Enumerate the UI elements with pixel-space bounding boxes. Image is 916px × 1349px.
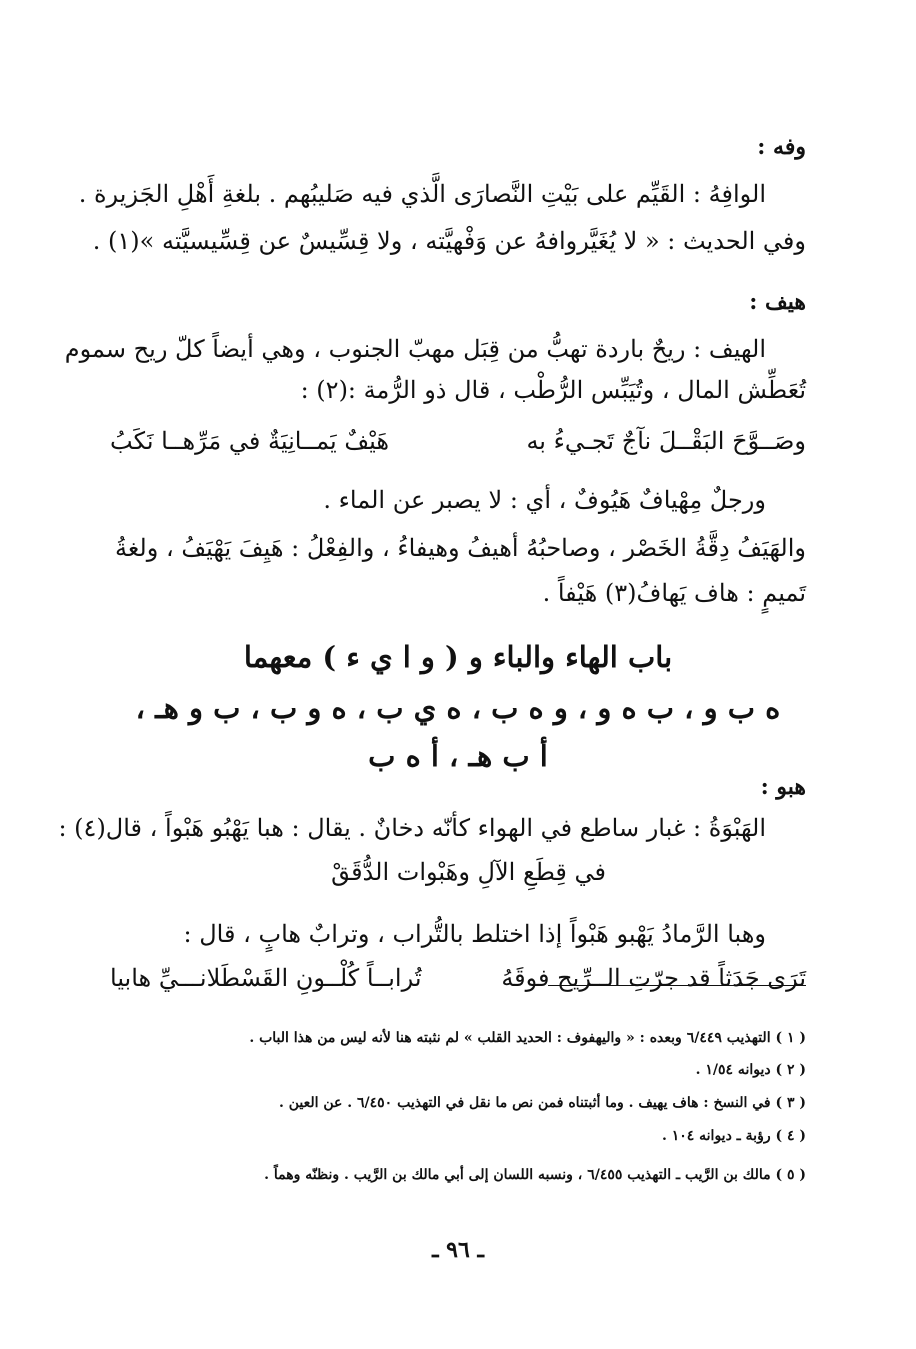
chapter-roots-line: أ ب هـ ، أ ه ب	[368, 739, 548, 773]
text-line: ورجلٌ مِهْيافٌ هَيُوفٌ ، أي : لا يصبر عن الماء .	[323, 486, 766, 514]
entry-heading-wfh: وفه :	[757, 134, 806, 160]
text-line: تَميمٍ : هاف يَهافُ(٣) هَيْفاً .	[542, 579, 806, 607]
text-line: تُعَطِّش المال ، وتُيَبِّس الرُّطْب ، قال ذو الرُّمة :(٢) :	[300, 376, 806, 404]
text-line: وهبا الرَّمادُ يَهْبو هَبْواً إذا اختلط بالتُّراب ، وترابٌ هابٍ ، قال :	[183, 920, 766, 948]
text-line: وفي الحديث : « لا يُغَيَّروافهُ عن وَفْهيَّته ، ولا قِسِّيسٌ عن قِسِّيسيَّته »(١) .	[92, 227, 806, 255]
entry-heading-hyf: هيف :	[749, 289, 806, 315]
page-number: ـ ٩٦ ـ	[432, 1237, 484, 1263]
verse-hemistich-second: هَيْفٌ يَمــانِيَةٌ في مَرِّهــا نَكَبُ	[110, 427, 390, 455]
verse-hemistich-first: وصَــوَّحَ البَقْــلَ نآجٌ تَجـيءُ به	[526, 427, 806, 455]
footnote-separator	[548, 985, 806, 986]
footnote: ( ٢ ) ديوانه ١/٥٤ .	[695, 1062, 806, 1078]
poem-verse	[110, 425, 806, 457]
chapter-title: باب الهاء والباء و ( و ا ي ء ) معهما	[243, 640, 673, 674]
text-line: الهَبْوَةُ : غبار ساطع في الهواء كأنّه دخانٌ . يقال : هبا يَهْبُو هَبْواً ، قال(٤) :	[58, 814, 766, 842]
footnote: ( ٥ ) مالك بن الرَّيب ـ التهذيب ٦/٤٥٥ ، ونسبه اللسان إلى أبي مالك بن الرَّيب . ونظنّه وهماً .	[264, 1167, 806, 1183]
text-line: الوافِهُ : القَيِّم على بَيْتِ النَّصارَى الَّذي فيه صَليبُهم . بلغةِ أَهْلِ الجَزيرة .	[78, 180, 766, 208]
verse-hemistich-first: تَرَى جَدَثاً قد جرّتِ الــرِّيح فوقَهُ	[501, 964, 806, 992]
text-line: والهَيَفُ دِقَّةُ الخَصْر ، وصاحبُهُ أهيفُ وهيفاءُ ، والفِعْلُ : هَيِفَ يَهْيَفُ ، ولغةُ	[114, 534, 806, 562]
footnote: ( ٣ ) في النسخ : هاف يهيف . وما أثبتناه فمن نص ما نقل في التهذيب ٦/٤٥٠ . عن العين .	[278, 1095, 806, 1111]
text-line: الهيف : ريحٌ باردة تهبُّ من قِبَل مهبّ الجنوب ، وهي أيضاً كلّ ريح سموم	[64, 335, 766, 363]
chapter-roots-line: ه ب و ، ب ه و ، و ه ب ، ه ي ب ، ه و ب ، ب و هـ ،	[135, 691, 781, 725]
poem-verse	[110, 962, 806, 994]
entry-heading-hbw: هبو :	[760, 774, 806, 800]
footnote: ( ١ ) التهذيب ٦/٤٤٩ وبعده : « واليهفوف : الحديد القلب » لم نثبته هنا لأنه ليس من هذا الباب .	[249, 1030, 806, 1046]
verse-hemistich-second: تُرابــاً كُلْــونِ القَسْطَلانـــيِّ هابيا	[110, 964, 422, 992]
footnote: ( ٤ ) رؤبة ـ ديوانه ١٠٤ .	[661, 1128, 806, 1144]
text-line: في قِطَعِ الآلِ وهَبْوات الدُّقَقْ	[331, 858, 606, 886]
